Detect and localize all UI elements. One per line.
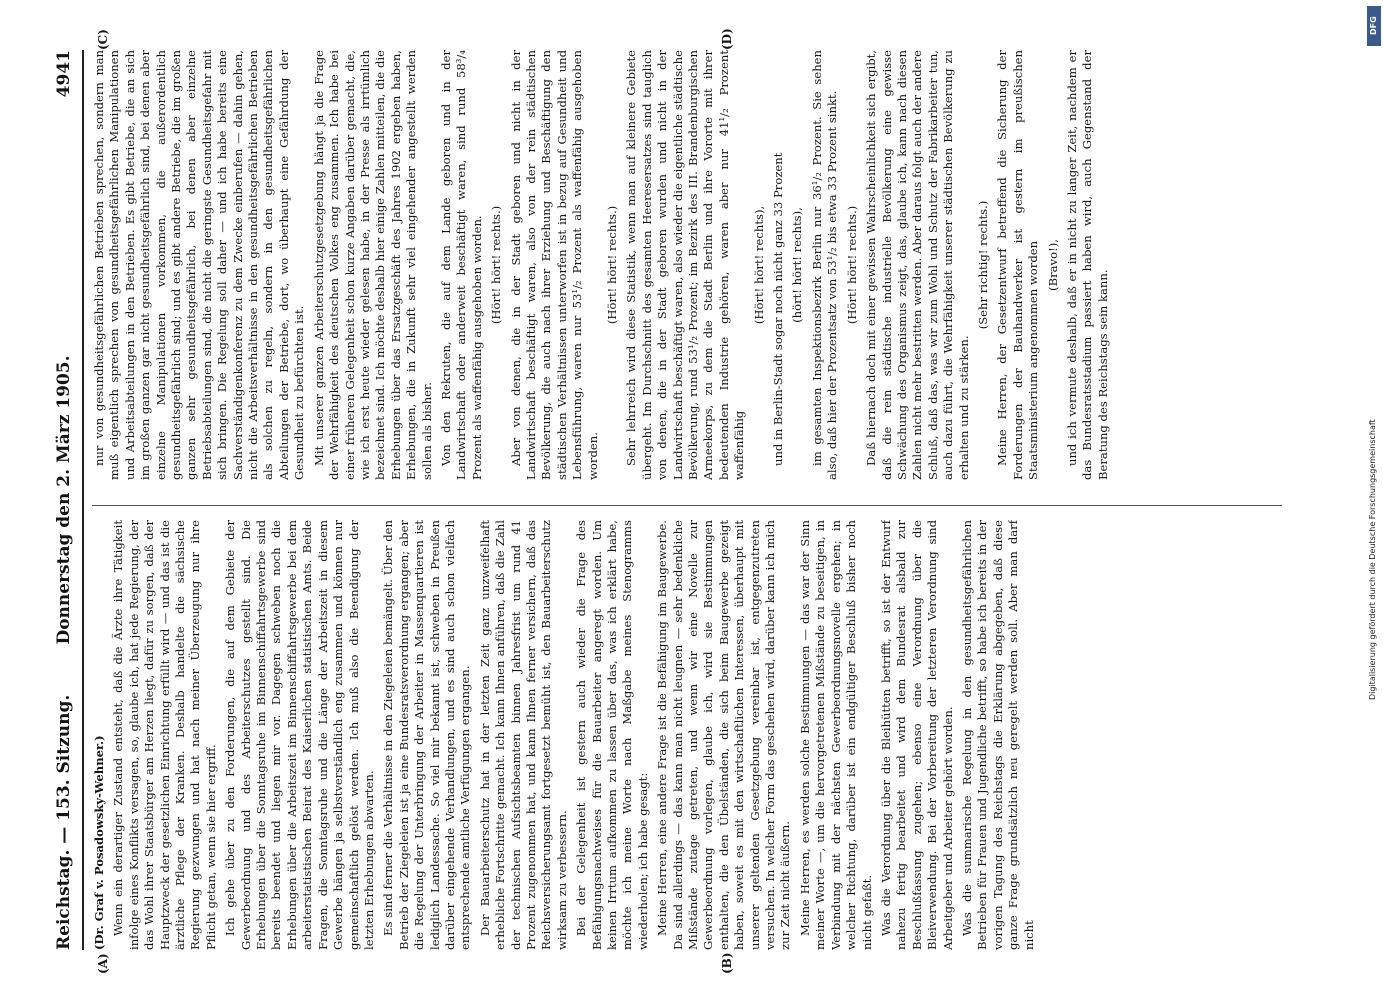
paragraph: und ich vermute deshalb, daß er in nicht zu langer Zeit, nachdem er das Bundesratsstadium passiert haben wird, auch Gegenstand der Beratung des Reichstags sein kann. bbox=[1064, 50, 1110, 480]
paragraph: Daß hiernach doch mit einer gewissen Wahrscheinlichkeit sich ergibt, daß die rein städtische industrielle Bevölkerung eine gewisse Schwächung des Organismus zeigt, das, glaube ich, kann nach diesen Zahlen nicht mehr bestritten werden. Aber daraus folgt auch der andere Schluß, daß das, was wir zum Wohl und Schutz der Fabrikarbeiter tun, auch dazu führt, die Wehrfähigkeit unserer städtischen Bevölkerung zu erhalten und zu stärken. bbox=[864, 50, 971, 480]
rotated-page bbox=[40, 20, 1340, 980]
paragraph: und in Berlin-Stadt sogar noch nicht ganz 33 Prozent bbox=[771, 152, 786, 466]
paragraph: Der Bauarbeiterschutz hat in der letzten Zeit ganz unzweifelhaft erhebliche Fortschritte gemacht. Ich kann Ihnen anführen, daß die Zahl der technischen Aufsichtsbeamten binnen Jahresfrist um rund 41 Prozent zugenommen hat, und kann Ihnen ferner versichern, daß das Reichsversicherungsamt fortgesetzt bemüht ist, den Bauarbeiterschutz wirksam zu verbessern. bbox=[477, 520, 569, 950]
margin-marker-c: (C) bbox=[96, 29, 110, 50]
paragraph: Meine Herren, der Gesetzentwurf betreffend die Sicherung der Forderungen der Bauhandwerker ist gestern im preußischen Staatsministerium angenommen worden bbox=[995, 50, 1041, 480]
digitization-note: Digitalisierung gefördert durch die Deutsche Forschungsgemeinschaft bbox=[1368, 419, 1377, 700]
paragraph: Ich gehe über zu den Forderungen, die auf dem Gebiete der Gewerbeordnung und des Arbeiterschutzes gestellt sind. Die Erhebungen über die Sonntagsruhe im Binnenschiffahrtsgewerbe sind bereits beendet und liegen mir vor. Dagegen schweben noch die Erhebungen über die Arbeitszeit im Binnenschiffahrtsgewerbe bei dem arbeiterstatistischen Beirat des Kaiserlichen statistischen Amts. Beide Fragen, die Sonntagsruhe und die Länge der Arbeitszeit in diesem Gewerbe hängen ja selbstverständlich eng zusammen und können nur gemeinschaftlich gelöst werden. Ich muß also die Beendigung der letzten Erhebungen abwarten. bbox=[223, 520, 376, 950]
interjection: (hört! hört! rechts), bbox=[790, 207, 805, 323]
margin-marker-a: (A) bbox=[96, 953, 110, 974]
paragraph: Was die summarische Regelung in den gesundheitsgefährlichen Betrieben für Frauen und Jugendliche betrifft, so habe ich bereits in der vorigen Tagung des Reichstags die Erklärung abgegeben, daß diese ganze Frage grundsätzlich neu geregelt werden soll. Aber man darf nicht bbox=[959, 520, 1036, 950]
page-header bbox=[48, 50, 80, 950]
paragraph: im gesamten Inspektionsbezirk Berlin nur 36¹/₂ Prozent. Sie sehen also, daß hier der Prozentsatz von 53¹/₂ bis etwa 33 Prozent sinkt. bbox=[809, 50, 840, 480]
interjection: (Sehr richtig! rechts.) bbox=[975, 200, 990, 330]
paragraph: Es sind ferner die Verhältnisse in den Ziegeleien bemängelt. Über den Betrieb der Ziegeleien ist ja eine Bundesratsverordnung ergangen; aber die Regelung der Unterbringung der Arbeiter in Massenquartieren ist lediglich Landessache. So viel mir bekannt ist, schweben in Preußen darüber eingehende Verhandlungen, und es sind auch schon vielfach entsprechende amtliche Verfügungen ergangen. bbox=[381, 520, 473, 950]
page-number: 4941 bbox=[54, 50, 74, 98]
paragraph: Was die Verordnung über die Bleihütten betrifft, so ist der Entwurf nahezu fertig bearbeitet und wird dem Bundesrat alsbald zur Beschlußfassung zugehen; ebenso eine Verordnung über die Bleiverwendung. Bei der Vorbereitung der letzteren Verordnung sind Arbeitgeber und Arbeiter gehört worden. bbox=[878, 520, 955, 950]
paragraph: Wenn ein derartiger Zustand entsteht, daß die Ärzte ihre Tätigkeit infolge eines Konflikts versagen, so, glaube ich, hat jede Regierung, der das Wohl ihrer Staatsbürger am Herzen liegt, dafür zu sorgen, daß der Hauptzweck der gesetzlichen Einrichtung erfüllt wird — und das ist die ärztliche Pflege der Kranken. Deshalb handelte die sächsische Regierung gezwungen und hat nach meiner Überzeugung nur ihre Pflicht getan, wenn sie hier ergriff. bbox=[111, 520, 218, 950]
paragraph: Meine Herren, es werden solche Bestimmungen — das war der Sinn meiner Worte —, um die hervorgetretenen Mißstände zu beseitigen, in Verbindung mit der nächsten Gewerbeordnungsnovelle ergehen; in welcher Richtung, darüber ist ein endgültiger Beschluß bisher noch nicht gefaßt. bbox=[797, 520, 874, 950]
right-column bbox=[92, 50, 1292, 480]
margin-marker-d: (D) bbox=[720, 28, 734, 50]
interjection: (Hört! hört! rechts), bbox=[751, 205, 766, 325]
interjection: (Hört! hört! rechts.) bbox=[489, 205, 504, 325]
speaker-line: (Dr. Graf v. Posadowsky-Wehner.) bbox=[92, 735, 106, 950]
right-paragraphs bbox=[92, 50, 1111, 480]
interjection: (Hört! hört! rechts.) bbox=[605, 205, 619, 325]
paragraph: Mit unserer ganzen Arbeiterschutzgesetzgebung hängt ja die Frage der Wehrfähigkeit des deutschen Volkes eng zusammen. Ich habe bei einer früheren Gelegenheit schon kurze Angaben darüber gemacht, die, wie ich erst heute wieder gelesen habe, in der Presse als irrtümlich bezeichnet sind. Ich möchte deshalb hier einige Zahlen mitteilen, die die Erhebungen über das Ersatzgeschäft des Jahres 1902 ergeben haben, Erhebungen, die in Zukunft sehr viel eingehender angestellt werden sollen als bisher. bbox=[311, 50, 434, 480]
dfg-logo: DFG bbox=[1367, 6, 1381, 46]
header-left: Reichstag. — 153. Sitzung. bbox=[54, 694, 74, 950]
interjection: (Hört! hört! rechts.) bbox=[844, 205, 859, 325]
margin-marker-b: (B) bbox=[720, 952, 734, 974]
paragraph: Sehr lehrreich wird diese Statistik, wenn man auf kleinere Gebiete übergeht. Im Durchschnitt des gesamten Heeresersatzes sind tauglich von denen, die in der Stadt geboren wurden und nicht in der Landwirtschaft beschäftigt waren, also wieder die eigentliche städtische Bevölkerung, rund 53¹/₂ Prozent; im Bezirk des III. Brandenburgischen Armeekorps, zu dem die Stadt Berlin und ihre Vororte mit ihrer bedeutenden Industrie gehören, waren aber nur 41¹/₂ Prozent waffenfähig bbox=[624, 50, 747, 480]
paragraph: Aber von denen, die in der Stadt geboren und nicht in der Landwirtschaft beschäftigt waren, also von der rein städtischen Bevölkerung, die auch nach ihrer Erziehung und Beschäftigung den städtischen Verhältnissen unterworfen ist in bezug auf Gesundheit und Lebensführung, waren nur 53¹/₂ Prozent als waffenfähig ausgehoben worden. bbox=[508, 50, 600, 480]
paragraph: Meine Herren, eine andere Frage ist die Befähigung im Baugewerbe. Da sind allerdings — das kann man nicht leugnen — sehr bedenkliche Mißstände zutage getreten, und wenn wir eine Novelle zur Gewerbeordnung vorlegen, glaube ich, wird sie Bestimmungen enthalten, die den Übelständen, die sich beim Baugewerbe gezeigt haben, soweit es mit den wirtschaftlichen Interessen, überhaupt mit unserer geltenden Gesetzgebung vereinbar ist, entgegenzutreten versuchen. In welcher Form das geschehen wird, darüber kann ich mich zur Zeit nicht äußern. bbox=[655, 520, 793, 950]
left-column bbox=[92, 520, 1292, 950]
left-paragraphs bbox=[111, 520, 1037, 950]
paragraph: nur von gesundheitsgefährlichen Betrieben sprechen, sondern man muß eigentlich sprechen von gesundheitsgefährlichen Manipulationen und Arbeitsabteilungen in den Betrieben. Es gibt Betriebe, die an sich im großen ganzen gar nicht gesundheitsgefährlich sind, bei denen aber einzelne Manipulationen vorkommen, die außerordentlich gesundheitsgefährlich sind; und es gibt andere Betriebe, die im großen ganzen sehr gesundheitsgefährlich, bei denen aber einzelne Betriebsabteilungen sind, die nicht die geringste Gesundheitsgefahr mit sich bringen. Die Regelung soll daher — und ich habe bereits eine Sachverständigenkonferenz zu dem Zwecke einberufen — dahin gehen, nicht die Arbeitsverhältnisse in den gesundheitsgefährlichen Betrieben als solchen zu regeln, sondern in den gesundheitsgefährlichen Abteilungen der Betriebe, dort, wo überhaupt eine Gefährdung der Gesundheit zu befürchten ist. bbox=[92, 50, 307, 480]
interjection: (Bravo!), bbox=[1045, 239, 1060, 291]
column-separator bbox=[92, 505, 1282, 506]
header-rule bbox=[82, 50, 84, 950]
paragraph: Von den Rekruten, die auf dem Lande geboren und in der Landwirtschaft oder anderweit beschäftigt waren, sind rund 58³/₄ Prozent als waffenfähig ausgehoben worden. bbox=[438, 50, 484, 480]
paragraph: Bei der Gelegenheit ist gestern auch wieder die Frage des Befähigungsnachweises für die Bauarbeiter angeregt worden. Um keinen Irrtum aufkommen zu lassen über das, was ich erklärt habe, möchte ich meine Worte nach Maßgabe meines Stenogramms wiederholen; ich habe gesagt: bbox=[574, 520, 650, 950]
header-date: Donnerstag den 2. März 1905. bbox=[54, 355, 74, 645]
